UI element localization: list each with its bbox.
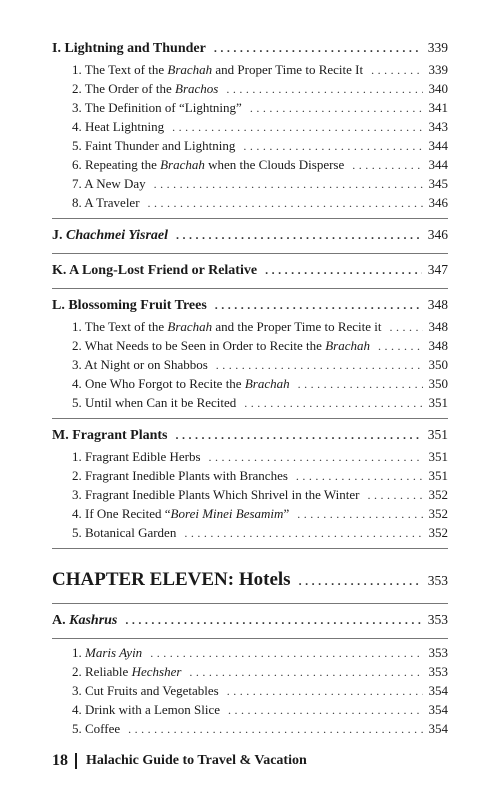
title-text: 8. A Traveler (72, 195, 140, 210)
toc-subentry (52, 136, 448, 155)
dot-leader (298, 375, 423, 394)
toc-subentry (52, 355, 448, 374)
title-text: and the Proper Time to Recite it (212, 319, 382, 334)
italic-term: Brachah (167, 62, 213, 77)
italic-term: Brachah (160, 157, 205, 172)
toc-entry-title (72, 117, 164, 136)
toc-entry-title (52, 259, 257, 283)
dot-leader (216, 356, 423, 375)
dot-leader (228, 701, 422, 720)
title-text: 2. What Needs to be Seen in Order to Recite the (72, 338, 326, 353)
title-text: 5. Faint Thunder and Lightning (72, 138, 236, 153)
toc-page-number: 352 (428, 506, 448, 521)
toc-entry-title (72, 485, 359, 504)
title-text: 5. Until when Can it be Recited (72, 395, 237, 410)
dot-leader (244, 394, 422, 413)
toc-page-number: 351 (427, 427, 448, 442)
toc-subentry (52, 643, 448, 662)
title-text: 2. The Order of the (72, 81, 176, 96)
book-title: Halachic Guide to Travel & Vacation (86, 753, 307, 768)
title-text: 7. A New Day (72, 176, 146, 191)
toc-entry-title (72, 643, 142, 662)
toc-section-heading (52, 258, 448, 282)
title-text: 6. Repeating the (72, 157, 161, 172)
toc-entry-title (72, 393, 236, 412)
title-text: L. Blossoming Fruit Trees (52, 298, 207, 313)
toc-entry-title (52, 424, 167, 448)
toc-page-number: 350 (428, 357, 448, 372)
toc-entry-title (72, 336, 370, 355)
title-text: 4. If One Recited “ (72, 506, 171, 521)
toc-section-heading (52, 223, 448, 247)
toc-page-number: 353 (428, 664, 448, 679)
toc-entry-title (52, 609, 117, 633)
toc-page-number: 339 (428, 62, 448, 77)
toc-entry-title (52, 294, 207, 318)
toc-subentry (52, 193, 448, 212)
dot-leader (128, 720, 422, 739)
title-text: 3. At Night or on Shabbos (72, 357, 208, 372)
toc-subentry (52, 336, 448, 355)
title-text: 5. Botanical Garden (72, 525, 177, 540)
toc-chapter-heading (52, 563, 448, 597)
title-text: when the Clouds Disperse (204, 157, 345, 172)
dot-leader (125, 608, 421, 632)
toc-entry-title (52, 563, 291, 597)
dot-leader (371, 61, 422, 80)
italic-term: Hechsher (131, 664, 182, 679)
toc-entry-title (72, 79, 218, 98)
italic-term: Brachah (244, 376, 290, 391)
dot-leader (243, 137, 422, 156)
toc-page-number: 348 (428, 338, 448, 353)
toc-subentry (52, 662, 448, 681)
toc-page-number: 353 (427, 612, 448, 627)
dot-leader (189, 663, 422, 682)
toc-entry-title (72, 523, 176, 542)
toc-page-number: 352 (428, 525, 448, 540)
toc-entry-title (72, 174, 146, 193)
italic-term: Chachmei Yisrael (66, 228, 169, 243)
dot-leader (265, 258, 422, 282)
dot-leader (226, 80, 422, 99)
dot-leader (150, 644, 422, 663)
title-text: 1. The Text of the (72, 62, 168, 77)
toc-subentry (52, 447, 448, 466)
dot-leader (299, 564, 422, 598)
italic-term: Borei Minei Besamim (170, 506, 284, 521)
section-divider (52, 548, 448, 549)
dot-leader (214, 36, 422, 60)
toc-entry-title (72, 98, 242, 117)
toc-page-number: 348 (427, 297, 448, 312)
italic-term: Maris Ayin (85, 645, 143, 660)
toc-entry-title (72, 700, 220, 719)
italic-term: Kashrus (69, 613, 118, 628)
section-divider (52, 253, 448, 254)
toc-page-number: 343 (428, 119, 448, 134)
title-text: 4. Drink with a Lemon Slice (72, 702, 221, 717)
dot-leader (227, 682, 423, 701)
toc-subentry (52, 393, 448, 412)
toc-subentry (52, 504, 448, 523)
footer-divider (75, 753, 77, 769)
toc-entry-title (72, 466, 288, 485)
toc-entry-title (72, 504, 289, 523)
title-text: and Proper Time to Recite It (212, 62, 364, 77)
title-text: 1. The Text of the (72, 319, 168, 334)
dot-leader (378, 337, 423, 356)
toc-entry-title (72, 355, 208, 374)
italic-term: Brachos (175, 81, 219, 96)
title-text: CHAPTER ELEVEN: Hotels (52, 569, 291, 590)
toc-page-number: 351 (428, 449, 448, 464)
toc-page-number: 339 (427, 40, 448, 55)
toc-page-number: 344 (428, 138, 448, 153)
toc-page-number: 354 (428, 702, 448, 717)
toc-section-heading (52, 293, 448, 317)
table-of-contents (52, 36, 448, 738)
dot-leader (176, 223, 422, 247)
toc-subentry (52, 466, 448, 485)
toc-page-number: 348 (428, 319, 448, 334)
title-text: ” (283, 506, 290, 521)
title-text: J. (52, 228, 66, 243)
toc-subentry (52, 317, 448, 336)
toc-subentry (52, 374, 448, 393)
title-text: I. Lightning and Thunder (52, 41, 206, 56)
toc-page-number: 351 (428, 468, 448, 483)
title-text: 4. One Who Forgot to Recite the (72, 376, 245, 391)
toc-page-number: 350 (428, 376, 448, 391)
section-divider (52, 638, 448, 639)
dot-leader (209, 448, 423, 467)
toc-subentry (52, 681, 448, 700)
toc-subentry (52, 523, 448, 542)
toc-subentry (52, 60, 448, 79)
toc-entry-title (72, 374, 290, 393)
toc-section-heading (52, 36, 448, 60)
title-text: 2. Fragrant Inedible Plants with Branches (72, 468, 288, 483)
italic-term: Brachah (167, 319, 213, 334)
toc-page-number: 354 (428, 721, 448, 736)
toc-subentry (52, 700, 448, 719)
italic-term: Brachah (325, 338, 370, 353)
toc-entry-title (72, 60, 363, 79)
toc-page-number: 353 (428, 645, 448, 660)
page-number: 18 (52, 752, 68, 769)
toc-page-number: 347 (427, 262, 448, 277)
dot-leader (175, 423, 421, 447)
section-divider (52, 288, 448, 289)
toc-page-number: 341 (428, 100, 448, 115)
section-divider (52, 603, 448, 604)
toc-subentry (52, 719, 448, 738)
dot-leader (172, 118, 422, 137)
toc-entry-title (72, 136, 235, 155)
dot-leader (250, 99, 423, 118)
title-text: 3. Cut Fruits and Vegetables (72, 683, 219, 698)
section-divider (52, 418, 448, 419)
dot-leader (215, 293, 422, 317)
dot-leader (390, 318, 423, 337)
toc-entry-title (52, 224, 168, 248)
title-text: 4. Heat Lightning (72, 119, 165, 134)
toc-subentry (52, 485, 448, 504)
title-text: 3. The Definition of “Lightning” (72, 100, 242, 115)
dot-leader (184, 524, 422, 543)
toc-subentry (52, 98, 448, 117)
toc-page-number: 344 (428, 157, 448, 172)
title-text: 5. Coffee (72, 721, 121, 736)
dot-leader (367, 486, 422, 505)
toc-page-number: 346 (427, 227, 448, 242)
dot-leader (352, 156, 422, 175)
toc-entry-title (72, 719, 120, 738)
title-text: A. (52, 613, 70, 628)
toc-page-number: 351 (428, 395, 448, 410)
title-text: 1. Fragrant Edible Herbs (72, 449, 201, 464)
toc-page-number: 345 (428, 176, 448, 191)
dot-leader (297, 505, 422, 524)
toc-section-heading (52, 423, 448, 447)
title-text: 1. (72, 645, 85, 660)
section-divider (52, 218, 448, 219)
page-footer (52, 752, 307, 770)
toc-page-number: 354 (428, 683, 448, 698)
toc-subentry (52, 117, 448, 136)
dot-leader (296, 467, 423, 486)
toc-subentry (52, 79, 448, 98)
toc-entry-title (72, 193, 140, 212)
toc-entry-title (72, 681, 219, 700)
toc-entry-title (72, 317, 382, 336)
title-text: M. Fragrant Plants (52, 428, 168, 443)
dot-leader (154, 175, 423, 194)
toc-page-number: 353 (427, 573, 448, 588)
toc-page-number: 346 (428, 195, 448, 210)
toc-entry-title (72, 662, 181, 681)
toc-page-number: 352 (428, 487, 448, 502)
title-text: 3. Fragrant Inedible Plants Which Shrivel in the Winter (72, 487, 360, 502)
toc-subentry (52, 155, 448, 174)
toc-entry-title (52, 37, 206, 61)
title-text: 2. Reliable (72, 664, 132, 679)
toc-subentry (52, 174, 448, 193)
toc-entry-title (72, 447, 201, 466)
title-text: K. A Long-Lost Friend or Relative (52, 263, 258, 278)
toc-entry-title (72, 155, 344, 174)
toc-section-heading (52, 608, 448, 632)
dot-leader (148, 194, 423, 213)
toc-page-number: 340 (428, 81, 448, 96)
